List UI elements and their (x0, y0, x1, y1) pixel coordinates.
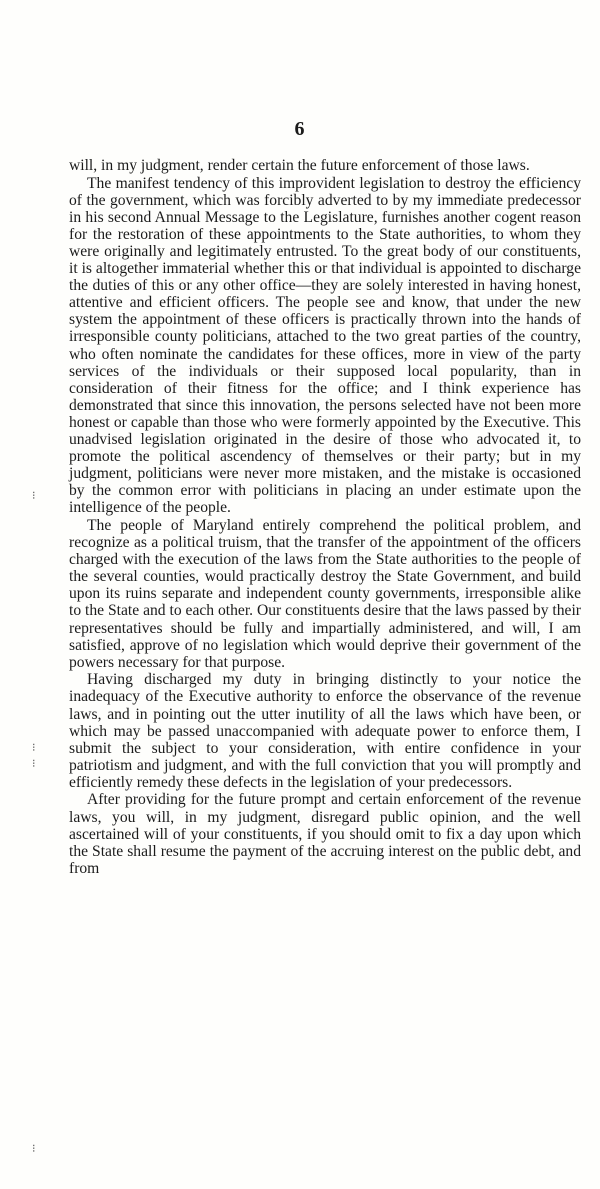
margin-mark: ⁝ (32, 758, 36, 770)
paragraph: The people of Maryland entirely comprehend the political problem, and recognize as a political truism, that the transfer of the appointment of the officers charged with the execution of the laws from the State authorities to the people of the several counties, would practically destroy the State Government, and build upon its ruins separate and independent county governments, irresponsible alike to the State and to each other. Our constituents desire that the laws passed by their representatives should be fully and impartially administered, and will, I am satisfied, approve of no legislation which would deprive their government of the powers necessary for that purpose. (69, 516, 581, 671)
margin-mark: ⁝ (32, 490, 36, 502)
paragraph: Having discharged my duty in bringing distinctly to your notice the inadequacy of the Executive authority to enforce the observance of the revenue laws, and in pointing out the utter inutility of all the laws which have been, or which may be passed unaccompanied with adequate power to enforce them, I submit the subject to your consideration, with entire confidence in your patriotism and judgment, and with the full conviction that you will promptly and efficiently remedy these defects in the legislation of your predecessors. (69, 671, 581, 791)
margin-mark: ⁝ (32, 742, 36, 754)
paragraph: The manifest tendency of this improvident legislation to destroy the efficiency of the government, which was forcibly adverted to by my immediate predecessor in his second Annual Message to the Legislature, furnishes another cogent reason for the restoration of these appointments to the State authorities, to whom they were originally and legitimately entrusted. To the great body of our constituents, it is altogether immaterial whether this or that individual is appointed to discharge the duties of this or any other office—they are solely interested in having honest, attentive and efficient officers. The people see and know, that under the new system the appointment of these officers is practically thrown into the hands of irresponsible county politicians, attached to the two great parties of the country, who often nominate the candidates for these offices, more in view of the party services of the individuals or their supposed local popularity, than in consideration of their fitness for the office; and I think experience has demonstrated that since this innovation, the persons selected have not been more honest or capable than those who were formerly appointed by the Executive. This unadvised legislation originated in the desire of those who advocated it, to promote the political ascendency of themselves or their party; but in my judgment, politicians were never more mistaken, and the mistake is occasioned by the common error with politicians in placing an under estimate upon the intelligence of the people. (69, 174, 581, 517)
margin-mark: ⁝ (32, 1143, 36, 1155)
body-text (69, 157, 581, 877)
page-number: 6 (294, 118, 306, 140)
paragraph-continued: will, in my judgment, render certain the future enforcement of those laws. (69, 157, 530, 174)
paragraph: After providing for the future prompt and certain enforcement of the revenue laws, you will, in my judgment, disregard public opinion, and the well ascertained will of your constituents, if you should omit to fix a day upon which the State shall resume the payment of the accruing interest on the public debt, and from (69, 791, 581, 877)
